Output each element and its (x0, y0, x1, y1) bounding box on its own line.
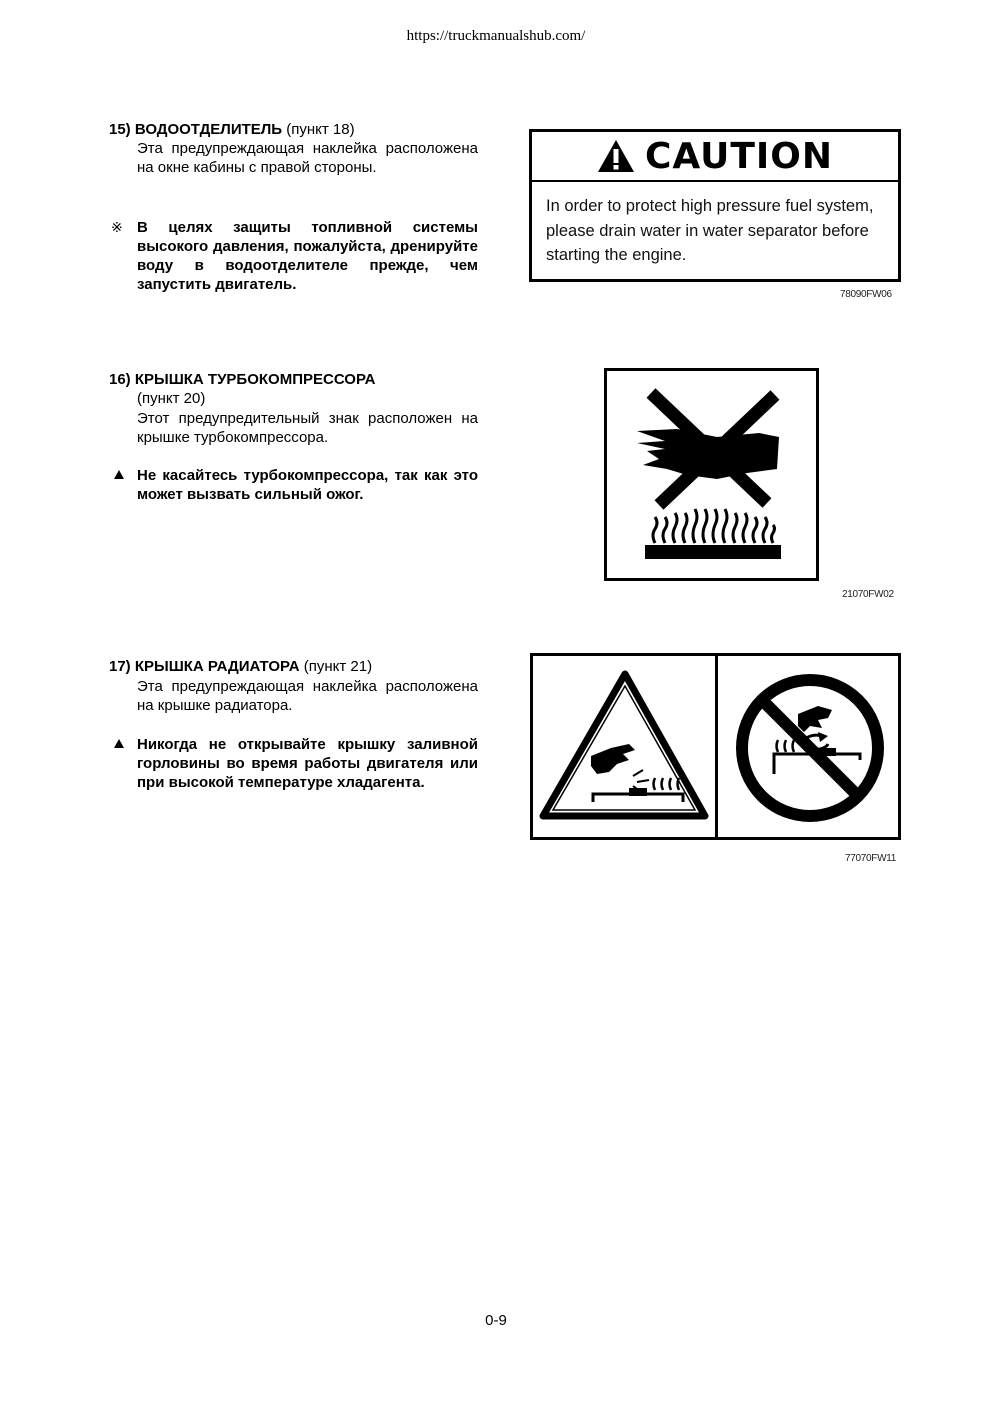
section-15-number: 15) (109, 121, 131, 138)
section-16-number: 16) (109, 371, 131, 388)
figure-code-15: 78090FW06 (840, 289, 892, 300)
section-16-text: Этот предупредительный знак расположен на крышке турбокомпрессора. (137, 410, 478, 446)
warning-bullet-icon (114, 739, 124, 748)
section-16-heading: КРЫШКА ТУРБОКОМПРЕССОРА (134, 371, 376, 388)
section-15-title (109, 120, 355, 139)
section-17-number: 17) (109, 658, 131, 675)
source-url: https://truckmanualshub.com/ (406, 28, 586, 44)
scald-warning-panel (533, 656, 718, 837)
do-not-open-cap-icon (718, 656, 898, 837)
figure-code-17: 77070FW11 (845, 853, 897, 864)
warning-triangle-icon (597, 139, 635, 173)
section-15-warning: В целях защиты топливной системы высокого давления, пожалуйста, дренируйте воду в водоотделителе прежде, чем запустить двигатель. (137, 219, 478, 293)
caution-header (532, 132, 898, 182)
hot-surface-no-touch-icon (607, 371, 816, 578)
page-number: 0-9 (485, 1312, 507, 1329)
section-17-title (109, 657, 372, 676)
section-17-warning: Никогда не открывайте крышку заливной горловины во время работы двигателя или при высокой температуре хладагента. (137, 736, 478, 791)
hot-coolant-warning-icon (533, 656, 715, 837)
section-15-heading: ВОДООТДЕЛИТЕЛЬ (134, 121, 283, 138)
no-open-panel (718, 656, 898, 837)
section-17-ref: (пункт 21) (303, 658, 373, 675)
caution-heading: CAUTION (644, 135, 834, 177)
section-16-title (109, 370, 375, 389)
section-15-ref: (пункт 18) (286, 121, 355, 138)
caution-line-1: In order to protect high pressure fuel system, (546, 197, 874, 215)
caution-line-3: starting the engine. (546, 246, 687, 264)
section-16-warning: Не касайтесь турбокомпрессора, так как это может вызвать сильный ожог. (137, 467, 478, 503)
caution-message (532, 182, 898, 268)
section-15-text: Эта предупреждающая наклейка расположена на окне кабины с правой стороны. (137, 140, 478, 176)
warning-bullet-icon (114, 470, 124, 479)
hot-surface-sign (604, 368, 819, 581)
caution-line-2: please drain water in water separator before (546, 221, 869, 240)
section-16-ref: (пункт 20) (137, 390, 206, 407)
radiator-cap-sign (530, 653, 901, 840)
section-17-heading: КРЫШКА РАДИАТОРА (134, 658, 300, 675)
section-17-text: Эта предупреждающая наклейка расположена на крышке радиатора. (137, 678, 478, 714)
reference-mark-bullet: ※ (111, 219, 123, 235)
caution-label (529, 129, 901, 282)
figure-code-16: 21070FW02 (842, 589, 894, 600)
